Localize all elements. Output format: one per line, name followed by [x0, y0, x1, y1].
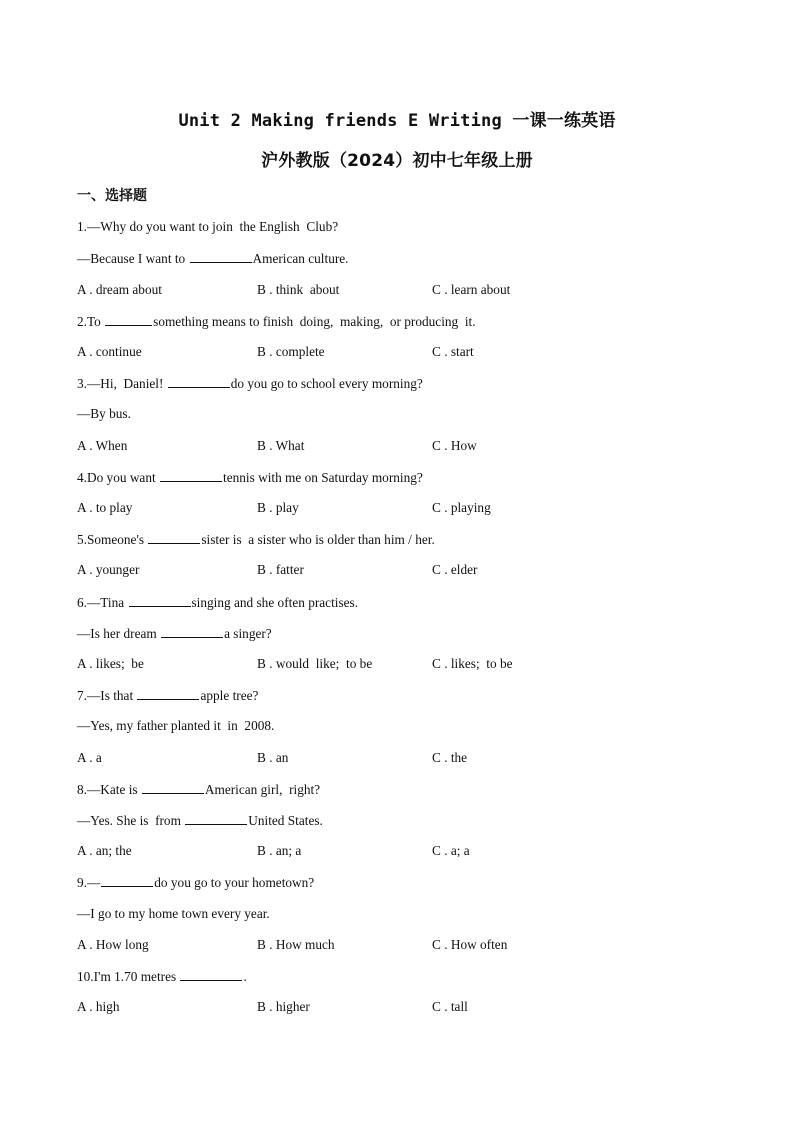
question-text: —By bus.: [77, 406, 131, 421]
answer-blank[interactable]: [148, 530, 200, 544]
question-text: —Because I want to: [77, 251, 189, 266]
question-10-option-b[interactable]: B . higher: [257, 999, 310, 1014]
answer-blank[interactable]: [161, 624, 223, 638]
question-1-option-a[interactable]: A . dream about: [77, 282, 162, 297]
question-8-line: [77, 780, 320, 799]
question-7-option-c[interactable]: C . the: [432, 750, 468, 765]
answer-blank[interactable]: [190, 249, 252, 263]
question-text: 3.—Hi, Daniel!: [77, 376, 167, 391]
answer-blank[interactable]: [105, 312, 152, 326]
question-2-option-b[interactable]: B . complete: [257, 344, 325, 359]
question-2-line: [77, 312, 476, 331]
question-3-line: [77, 405, 131, 423]
question-text: do you go to your hometown?: [154, 875, 315, 890]
answer-blank[interactable]: [101, 873, 153, 887]
question-text: —Is her dream: [77, 626, 161, 641]
question-6-line: [77, 593, 358, 612]
answer-blank[interactable]: [137, 686, 199, 700]
question-5-option-c[interactable]: C . elder: [432, 562, 478, 577]
question-10-option-a[interactable]: A . high: [77, 999, 120, 1014]
section-heading: 一、选择题: [77, 188, 147, 204]
question-5-option-b[interactable]: B . fatter: [257, 562, 304, 577]
question-text: tennis with me on Saturday morning?: [223, 470, 423, 485]
question-10-option-c[interactable]: C . tall: [432, 999, 468, 1014]
question-text: 6.—Tina: [77, 595, 128, 610]
answer-blank[interactable]: [168, 374, 230, 388]
question-text: something means to finish doing, making, or producing it.: [153, 314, 476, 329]
page-title: Unit 2 Making friends E Writing 一课一练英语: [178, 111, 616, 131]
answer-blank[interactable]: [142, 780, 204, 794]
question-text: apple tree?: [200, 688, 259, 703]
question-5-option-a[interactable]: A . younger: [77, 562, 140, 577]
question-8-option-b[interactable]: B . an; a: [257, 843, 302, 858]
answer-blank[interactable]: [180, 967, 242, 981]
question-6-option-b[interactable]: B . would like; to be: [257, 656, 373, 671]
question-7-line: [77, 686, 258, 705]
question-7-option-b[interactable]: B . an: [257, 750, 289, 765]
question-1-line: [77, 249, 349, 268]
question-text: 7.—Is that: [77, 688, 137, 703]
question-1-option-b[interactable]: B . think about: [257, 282, 340, 297]
answer-blank[interactable]: [185, 811, 247, 825]
question-9-option-b[interactable]: B . How much: [257, 937, 335, 952]
question-3-option-b[interactable]: B . What: [257, 438, 305, 453]
question-9-line: [77, 873, 314, 892]
page-subtitle: 沪外教版（2024）初中七年级上册: [261, 151, 533, 171]
question-text: a singer?: [224, 626, 272, 641]
question-text: American culture.: [252, 251, 349, 266]
question-1-option-c[interactable]: C . learn about: [432, 282, 511, 297]
question-text: 2.To: [77, 314, 105, 329]
answer-blank[interactable]: [129, 593, 191, 607]
question-text: 8.—Kate is: [77, 782, 141, 797]
question-text: 1.—Why do you want to join the English Club?: [77, 219, 339, 234]
question-6-line: [77, 624, 272, 643]
question-7-option-a[interactable]: A . a: [77, 750, 102, 765]
question-text: —I go to my home town every year.: [77, 906, 270, 921]
question-9-option-a[interactable]: A . How long: [77, 937, 149, 952]
question-3-option-c[interactable]: C . How: [432, 438, 477, 453]
question-6-option-c[interactable]: C . likes; to be: [432, 656, 513, 671]
question-8-option-c[interactable]: C . a; a: [432, 843, 470, 858]
question-text: —Yes. She is from: [77, 813, 185, 828]
question-8-option-a[interactable]: A . an; the: [77, 843, 132, 858]
question-4-line: [77, 468, 423, 487]
question-4-option-a[interactable]: A . to play: [77, 500, 133, 515]
question-5-line: [77, 530, 435, 549]
answer-blank[interactable]: [160, 468, 222, 482]
question-7-line: [77, 717, 274, 735]
question-3-line: [77, 374, 423, 393]
question-2-option-a[interactable]: A . continue: [77, 344, 142, 359]
question-3-option-a[interactable]: A . When: [77, 438, 128, 453]
question-9-line: [77, 905, 270, 923]
question-6-option-a[interactable]: A . likes; be: [77, 656, 144, 671]
question-2-option-c[interactable]: C . start: [432, 344, 474, 359]
question-9-option-c[interactable]: C . How often: [432, 937, 508, 952]
question-text: sister is a sister who is older than him / her.: [201, 532, 435, 547]
question-text: American girl, right?: [204, 782, 321, 797]
question-text: 9.—: [77, 875, 101, 890]
question-8-line: [77, 811, 323, 830]
question-text: .: [243, 969, 247, 984]
question-1-line: [77, 218, 338, 236]
question-4-option-c[interactable]: C . playing: [432, 500, 491, 515]
question-text: singing and she often practises.: [191, 595, 359, 610]
question-4-option-b[interactable]: B . play: [257, 500, 299, 515]
question-text: 4.Do you want: [77, 470, 159, 485]
question-text: do you go to school every morning?: [230, 376, 423, 391]
question-text: —Yes, my father planted it in 2008.: [77, 718, 275, 733]
question-text: 10.I'm 1.70 metres: [77, 969, 180, 984]
question-text: United States.: [248, 813, 323, 828]
question-10-line: [77, 967, 247, 986]
question-text: 5.Someone's: [77, 532, 148, 547]
